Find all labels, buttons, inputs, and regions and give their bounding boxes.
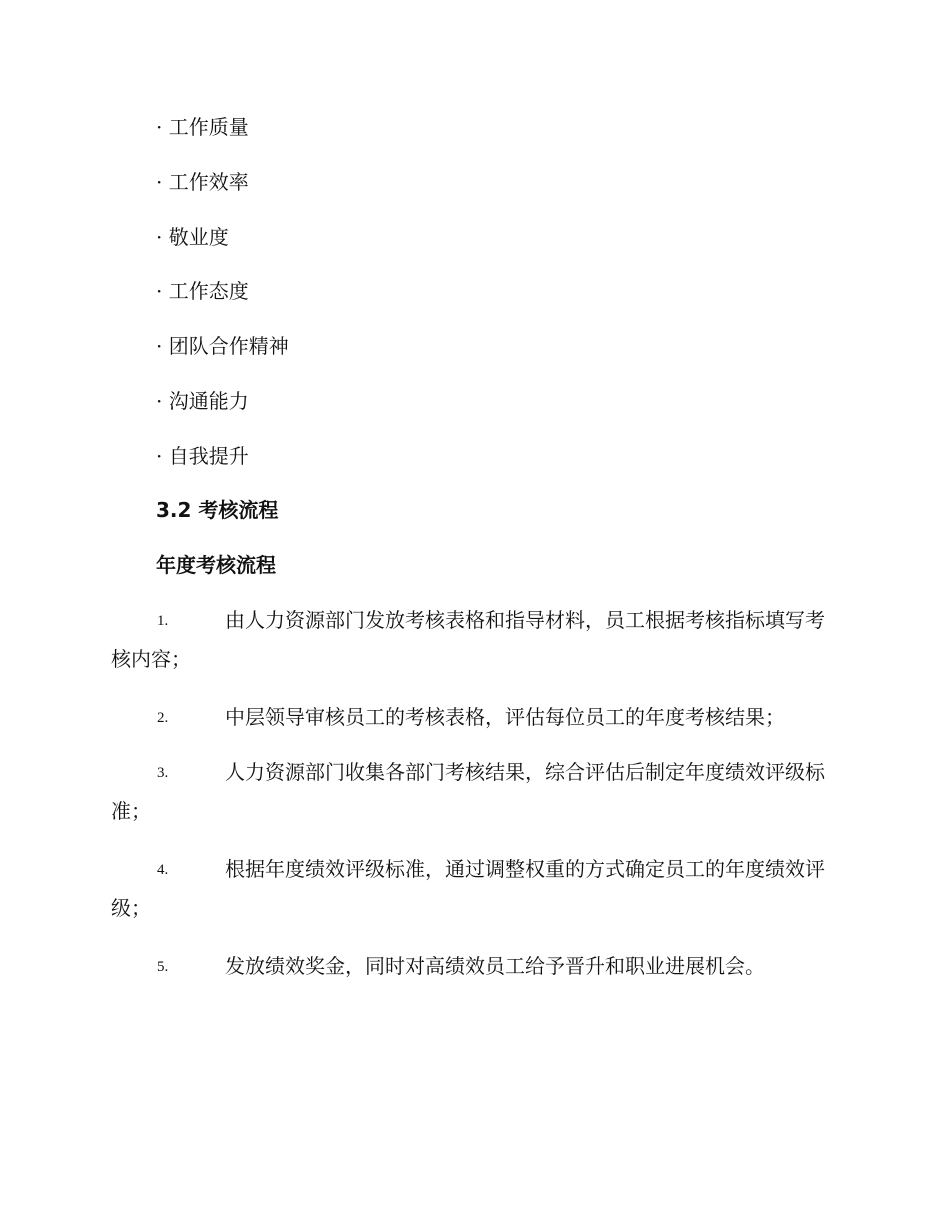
step-text: 根据年度绩效评级标准，通过调整权重的方式确定员工的年度绩效评级； xyxy=(111,857,825,920)
section-heading: 3.2 考核流程 xyxy=(156,498,279,522)
step-text: 发放绩效奖金，同时对高绩效员工给予晋升和职业进展机会。 xyxy=(225,954,765,978)
step-text: 由人力资源部门发放考核表格和指导材料，员工根据考核指标填写考核内容； xyxy=(111,608,825,671)
bullet-item: · 团队合作精神 xyxy=(156,334,289,358)
sub-heading: 年度考核流程 xyxy=(156,553,276,577)
bullet-item: · 工作态度 xyxy=(156,279,249,303)
step-number: 1. xyxy=(157,613,169,629)
bullet-item: · 自我提升 xyxy=(156,444,249,468)
step-number: 3. xyxy=(157,765,169,781)
bullet-item: · 沟通能力 xyxy=(156,389,249,413)
bullet-item: · 工作效率 xyxy=(156,170,249,194)
step-number: 5. xyxy=(157,959,169,975)
bullet-item: · 敬业度 xyxy=(156,225,229,249)
step-number: 2. xyxy=(157,710,169,726)
step-number: 4. xyxy=(157,862,169,878)
step-text: 中层领导审核员工的考核表格，评估每位员工的年度考核结果； xyxy=(225,705,785,729)
step-text: 人力资源部门收集各部门考核结果，综合评估后制定年度绩效评级标准； xyxy=(111,760,825,823)
bullet-item: · 工作质量 xyxy=(156,115,249,139)
